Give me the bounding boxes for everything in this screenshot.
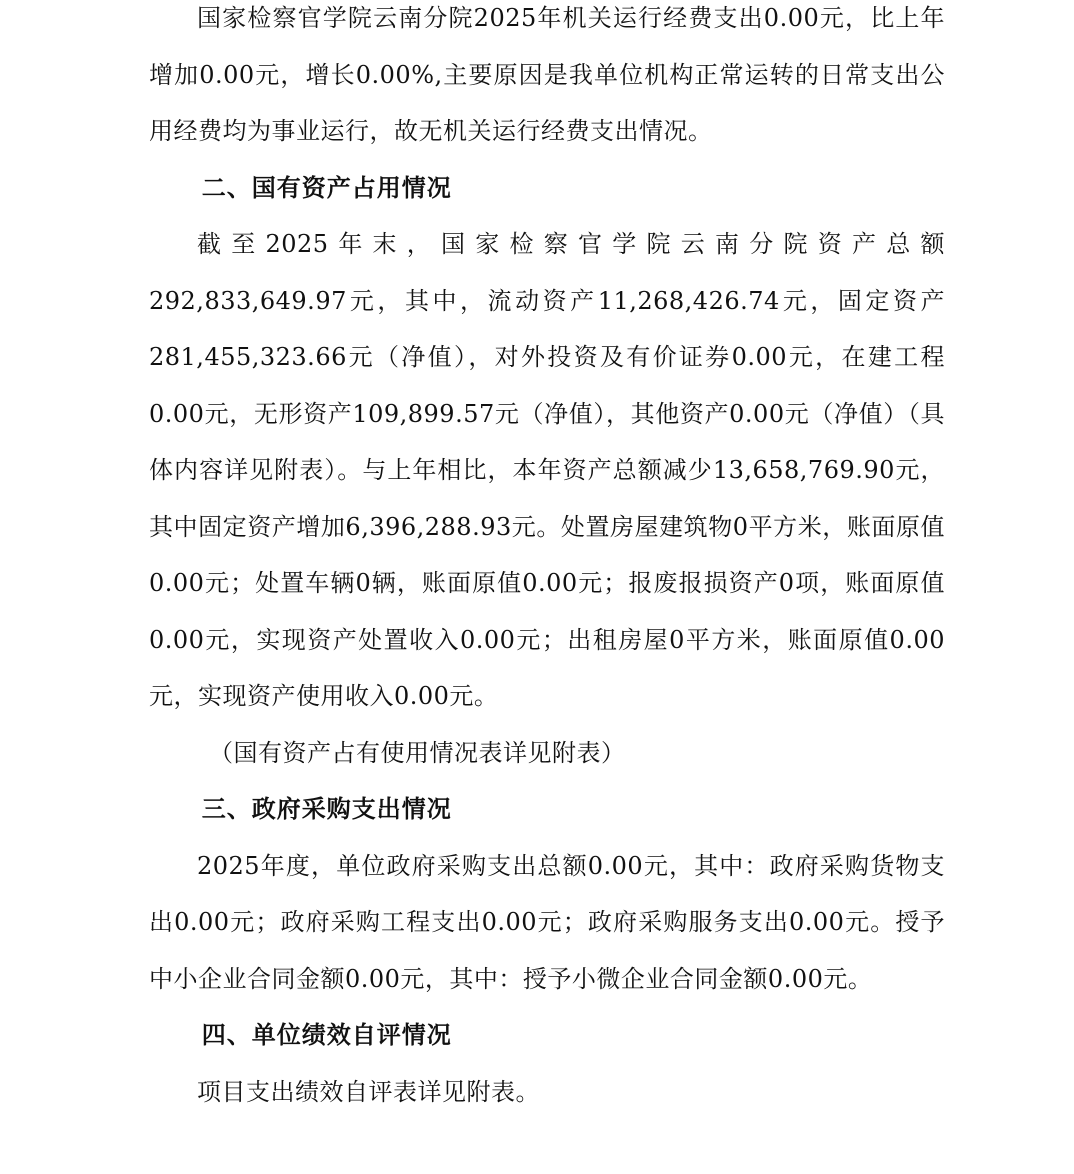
state-assets-note: （国有资产占有使用情况表详见附表） (209, 738, 626, 767)
procurement-heading: 三、政府采购支出情况 (201, 795, 452, 823)
performance-heading: 四、单位绩效自评情况 (201, 1021, 452, 1049)
performance-paragraph: 项目支出绩效自评表详见附表。 (197, 1077, 540, 1106)
procurement-paragraph: 2025年度，单位政府采购支出总额0.00元，其中：政府采购货物支出0.00元；政府采购工程支出0.00元；政府采购服务支出0.00元。授予中小企业合同金额0.00元，其中：授予小微企业合同金额0.00元。 (149, 851, 945, 993)
state-assets-heading: 二、国有资产占用情况 (201, 173, 452, 202)
operating-expense-paragraph: 国家检察官学院云南分院2025年机关运行经费支出0.00元，比上年增加0.00元，增长0.00%,主要原因是我单位机构正常运转的日常支出公用经费均为事业运行，故无机关运行经费支出情况。 (149, 4, 945, 145)
state-assets-paragraph: 截至2025年末，国家检察官学院云南分院资产总额292,833,649.97元，其中，流动资产11,268,426.74元，固定资产281,455,323.66元（净值），对外投资及有价证券0.00元，在建工程0.00元，无形资产109,899.57元（净值），其他资产0.00元（净值）（具体内容详见附表）。与上年相比，本年资产总额减少13,658,769.90元，其中固定资产增加6,396,288.93元。处置房屋建筑物0平方米，账面原值0.00元；处置车辆0辆，账面原值0.00元；报废报损资产0项，账面原值0.00元，实现资产处置收入0.00元；出租房屋0平方米，账面原值0.00元，实现资产使用收入0.00元。 (149, 230, 945, 710)
document-page (149, 0, 945, 1120)
